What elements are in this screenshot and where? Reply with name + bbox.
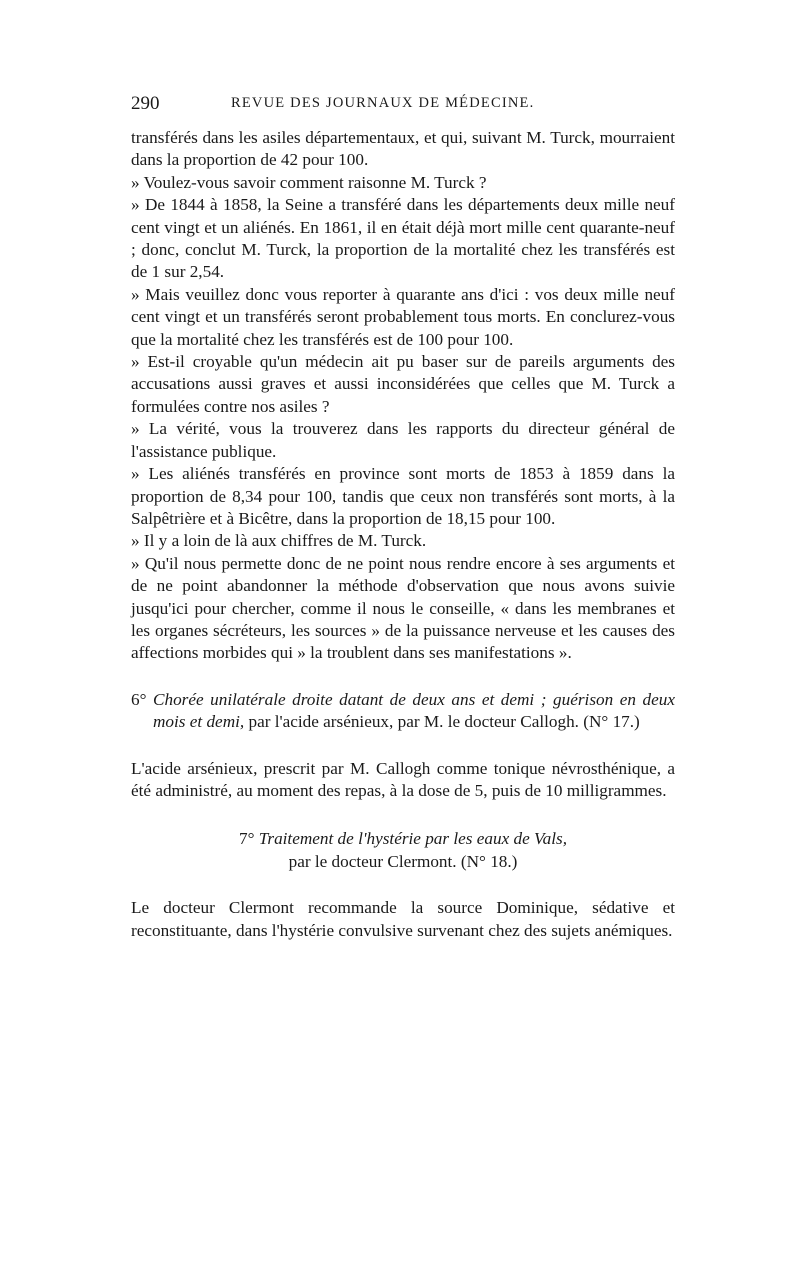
section-7-heading [131,828,675,873]
body-text [131,127,675,942]
section-6-body: L'acide arsénieux, prescrit par M. Callogh comme tonique névrosthénique, a été administré, au moment des repas, à la dose de 5, puis de 10 milligrammes. [131,758,675,800]
paragraph: » Qu'il nous permette donc de ne point nous rendre encore à ses arguments et de ne point abandonner la méthode d'observation que nous avons suivie jusqu'ici pour chercher, comme il nous le conseille, « dans les membranes et les organes sécréteurs, les sources » de la puissance nerveuse et les causes des affections morbides qui » la troublent dans ses manifestations ». [131,553,675,663]
section-6-number: 6° [131,689,147,709]
paragraph: » Les aliénés transférés en province sont morts de 1853 à 1859 dans la proportion de 8,34 pour 100, tandis que ceux non transférés sont morts, à la Salpêtrière et à Bicêtre, dans la proportion de 18,15 pour 100. [131,464,675,528]
page-number: 290 [131,93,160,114]
paragraph: » Il y a loin de là aux chiffres de M. Turck. [131,531,427,551]
section-7-author: par le docteur Clermont. (N° 18.) [288,851,518,871]
section-7-title: Traitement de l'hystérie par les eaux de Vals, [258,829,567,849]
section-7-body: Le docteur Clermont recommande la source Dominique, sédative et reconstituante, dans l'hystérie convulsive survenant chez des sujets anémiques. [131,898,675,940]
paragraph: transférés dans les asiles départementaux, et qui, suivant M. Turck, mourraient dans la proportion de 42 pour 100. [131,128,675,170]
paragraph: » De 1844 à 1858, la Seine a transféré dans les départements deux mille neuf cent vingt et un aliénés. En 1861, il en était déjà mort mille cent quarante-neuf ; donc, conclut M. Turck, la proportion de la mortalité chez les transférés est de 1 sur 2,54. [131,195,675,282]
running-title: REVUE DES JOURNAUX DE MÉDECINE. [231,95,535,111]
paragraph: » Est-il croyable qu'un médecin ait pu baser sur de pareils arguments des accusations aussi graves et aussi inconsidérées que celles que M. Turck a formulées contre nos asiles ? [131,352,675,416]
page-header [131,93,675,123]
paragraph: » La vérité, vous la trouverez dans les rapports du directeur général de l'assistance publique. [131,419,675,461]
paragraph: » Mais veuillez donc vous reporter à quarante ans d'ici : vos deux mille neuf cent vingt et un transférés seront probablement tous morts. En conclurez-vous que la mortalité chez les transférés est de 100 pour 100. [131,284,675,349]
paragraph: » Voulez-vous savoir comment raisonne M. Turck ? [131,172,487,192]
section-6-title: Chorée unilatérale droite datant de deux ans et demi ; guérison en deux mois et demi, [153,689,675,732]
section-6-author: par l'acide arsénieux, par M. le docteur Callogh. (N° 17.) [248,712,640,732]
section-6-heading [131,689,675,734]
section-7-number: 7° [239,829,255,849]
